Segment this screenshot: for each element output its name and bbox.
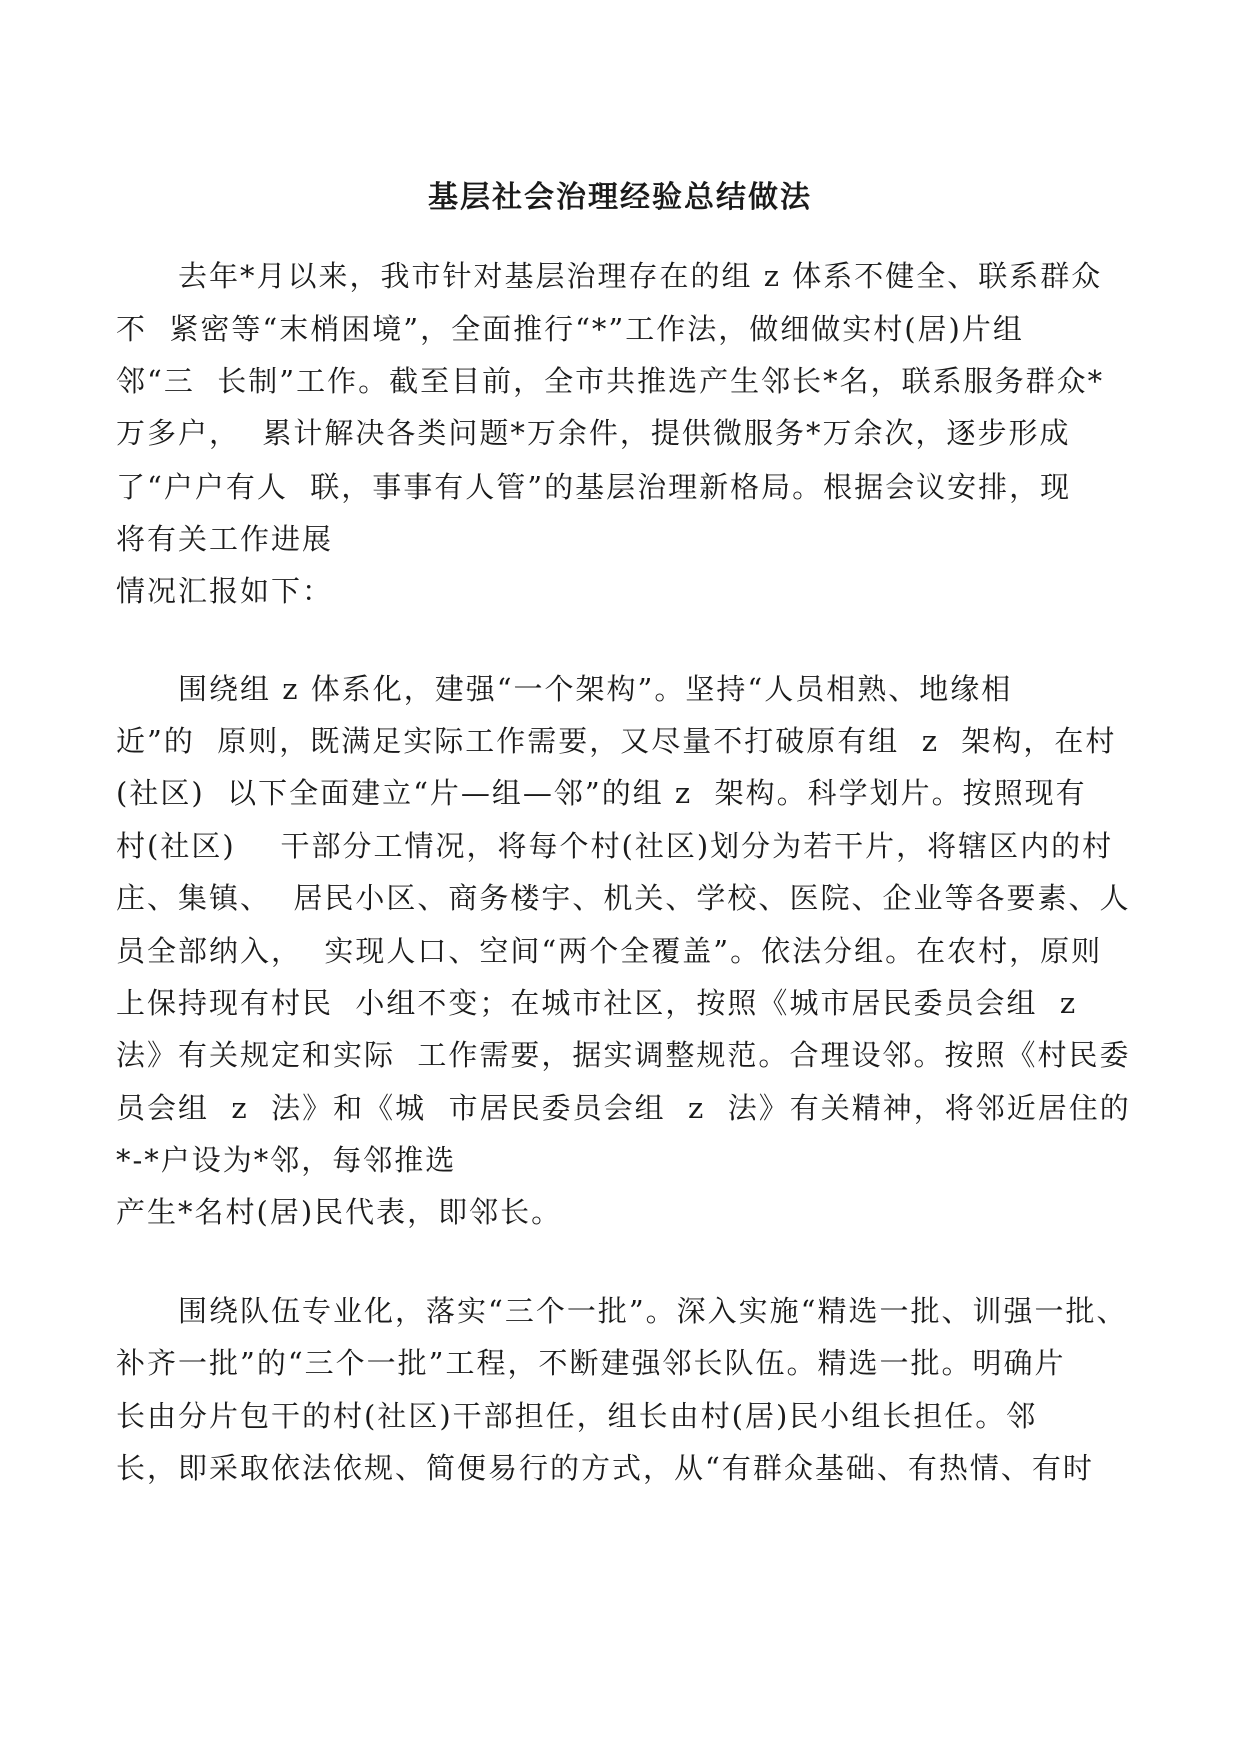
paragraph-3-line-2: 补齐一批”的“三个一批”工程，不断建强邻长队伍。精选一批。明确片: [116, 1346, 1066, 1380]
paragraph-1-line-6: 将有关工作进展: [116, 522, 334, 556]
paragraph-2-line-1: 围绕组 z 体系化，建强“一个架构”。坚持“人员相熟、地缘相: [178, 672, 1013, 706]
paragraph-2-line-10: *-*户设为*邻，每邻推选: [116, 1143, 457, 1177]
paragraph-1-line-7: 情况汇报如下：: [116, 574, 334, 608]
paragraph-3-line-4: 长，即采取依法依规、简便易行的方式，从“有群众基础、有热情、有时: [116, 1451, 1094, 1485]
paragraph-3-line-1: 围绕队伍专业化，落实“三个一批”。深入实施“精选一批、训强一批、: [178, 1294, 1128, 1328]
paragraph-2-line-6: 员全部纳入， 实现人口、空间“两个全覆盖”。依法分组。在农村，原则: [116, 934, 1103, 968]
paragraph-1-line-4: 万多户， 累计解决各类问题*万余件，提供微服务*万余次，逐步形成: [116, 416, 1071, 450]
document-title: 基层社会治理经验总结做法: [428, 180, 812, 215]
paragraph-2-line-5: 庄、集镇、 居民小区、商务楼宇、机关、学校、医院、企业等各要素、人: [116, 881, 1131, 915]
paragraph-2-line-4: 村(社区) 干部分工情况，将每个村(社区)划分为若干片，将辖区内的村: [116, 829, 1114, 863]
paragraph-2-line-3: (社区) 以下全面建立“片—组—邻”的组 z 架构。科学划片。按照现有: [116, 776, 1087, 810]
paragraph-1-line-1: 去年*月以来，我市针对基层治理存在的组 z 体系不健全、联系群众: [178, 259, 1103, 293]
paragraph-2-line-7: 上保持现有村民 小组不变；在城市社区，按照《城市居民委员会组 z: [116, 986, 1078, 1020]
paragraph-1-line-2: 不 紧密等“末梢困境”，全面推行“*”工作法，做细做实村(居)片组: [116, 312, 1024, 346]
paragraph-1-line-5: 了“户户有人 联，事事有人管”的基层治理新格局。根据会议安排，现: [116, 470, 1072, 504]
paragraph-3-line-3: 长由分片包干的村(社区)干部担任，组长由村(居)民小组长担任。邻: [116, 1399, 1038, 1433]
paragraph-2-line-9: 员会组 z 法》和《城 市居民委员会组 z 法》有关精神，将邻近居住的: [116, 1091, 1131, 1125]
paragraph-2-line-8: 法》有关规定和实际 工作需要，据实调整规范。合理设邻。按照《村民委: [116, 1038, 1131, 1072]
paragraph-1-line-3: 邻“三 长制”工作。截至目前，全市共推选产生邻长*名，联系服务群众*: [116, 364, 1105, 398]
paragraph-2-line-2: 近”的 原则，既满足实际工作需要，又尽量不打破原有组 z 架构，在村: [116, 724, 1117, 758]
paragraph-2-line-11: 产生*名村(居)民代表，即邻长。: [116, 1195, 563, 1229]
